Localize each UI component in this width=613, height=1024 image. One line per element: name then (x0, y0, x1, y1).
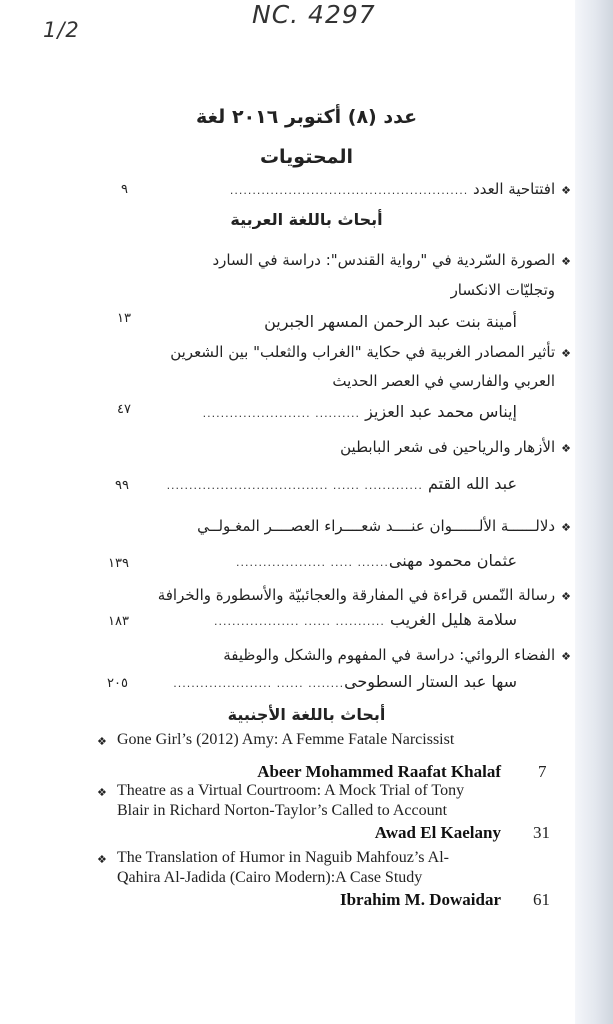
leader-dots: ............. ...... .................................... (166, 479, 423, 492)
foreign-section-title: أبحاث باللغة الأجنبية (227, 705, 386, 724)
leader-dots: ........... ...... ................... (214, 615, 385, 628)
toc-entry-title-line: Theatre as a Virtual Courtroom: A Mock Trial of Tony (117, 782, 465, 799)
toc-entry-author: أمينة بنت عبد الرحمن المسهر الجبرين (264, 312, 517, 331)
toc-entry-author: Abeer Mohammed Raafat Khalaf (257, 762, 501, 781)
toc-page-number: ٩٩ (115, 478, 129, 493)
toc-page-number: ٢٠٥ (107, 676, 128, 691)
toc-page-number: ١٣٩ (108, 556, 129, 571)
leader-dots: .......... ........................ (202, 407, 361, 420)
bullet-icon: ❖ (561, 255, 571, 268)
toc-entry-title-line: ❖الفضاء الروائي: دراسة في المفهوم والشكل والوظيفة (223, 646, 571, 664)
toc-entry-opening (230, 180, 571, 198)
toc-entry-title-line: ❖الأزهار والرياحين فى شعر البابطين (340, 438, 571, 456)
leader-dots: ....... ..... .................... (236, 556, 389, 569)
bullet-icon: ❖ (561, 650, 571, 663)
toc-page-number: 61 (533, 890, 550, 909)
arabic-section-title: أبحاث باللغة العربية (230, 210, 383, 229)
leader-dots: ..................................................... (229, 184, 469, 197)
toc-page-number: 31 (533, 823, 550, 842)
toc-page-number: ١٣ (117, 311, 131, 326)
leader-dots: ........ ...... ...................... (173, 677, 345, 690)
toc-entry-title-line: Qahira Al-Jadida (Cairo Modern):A Case Study (117, 869, 423, 886)
toc-page-number: ٤٧ (117, 402, 131, 417)
toc-entry-title-line: العربي والفارسي في العصر الحديث (332, 372, 555, 390)
handwritten-catalog-number: NC. 4297 (252, 0, 376, 29)
toc-page-number: 7 (538, 762, 547, 781)
toc-entry-title-line: ❖الصورة السّردية في "رواية القندس": دراسة في السارد (212, 251, 571, 269)
toc-entry-title-line: The Translation of Humor in Naguib Mahfouz’s Al- (117, 849, 449, 866)
toc-page-number: ١٨٣ (108, 614, 129, 629)
toc-entry-author: إيناس محمد عبد العزيز .......... ........................ (202, 402, 517, 421)
toc-entry-author: عثمان محمود مهنى....... ..... .................... (236, 551, 517, 570)
toc-entry-title-line: ❖رسالة النّمس قراءة في المفارقة والعجائبيّة والأسطورة والخرافة (157, 586, 571, 604)
toc-entry-title-line: ❖تأثير المصادر الغربية في حكاية "الغراب والثعلب" بين الشعرين (170, 343, 571, 361)
toc-entry-title: افتتاحية العدد (473, 180, 556, 198)
contents-title: المحتويات (259, 146, 354, 168)
bullet-icon: ❖ (97, 735, 107, 748)
bullet-icon: ❖ (561, 347, 571, 360)
toc-entry-author: سلامة هليل الغريب ........... ...... ................... (214, 610, 517, 629)
bullet-icon: ❖ (561, 521, 571, 534)
bullet-icon: ❖ (97, 853, 107, 866)
toc-entry-author: سها عبد الستار السطوحى........ ...... ...................... (173, 672, 517, 691)
issue-title: عدد (٨) أكتوبر ٢٠١٦ لغة (195, 106, 418, 128)
toc-entry-title-line: Gone Girl’s (2012) Amy: A Femme Fatale Narcissist (117, 731, 455, 748)
toc-entry-author: Ibrahim M. Dowaidar (339, 890, 501, 909)
toc-entry-author: عبد الله القتم ............. ...... .................................... (166, 474, 517, 493)
bullet-icon: ❖ (97, 786, 107, 799)
toc-entry-author: Awad El Kaelany (374, 823, 501, 842)
toc-page-number: ٩ (121, 182, 128, 197)
toc-entry-title-line: ❖دلالــــــة الألــــــوان عنــــد شعــــراء العصــــر المغـولــي (197, 517, 571, 535)
bullet-icon: ❖ (561, 184, 571, 197)
bullet-icon: ❖ (561, 590, 571, 603)
toc-entry-title-line: Blair in Richard Norton-Taylor’s Called to Account (117, 802, 448, 819)
toc-entry-title-line: وتجليّات الانكسار (450, 281, 555, 299)
bullet-icon: ❖ (561, 442, 571, 455)
handwritten-page-mark: 1/2 (43, 18, 80, 42)
